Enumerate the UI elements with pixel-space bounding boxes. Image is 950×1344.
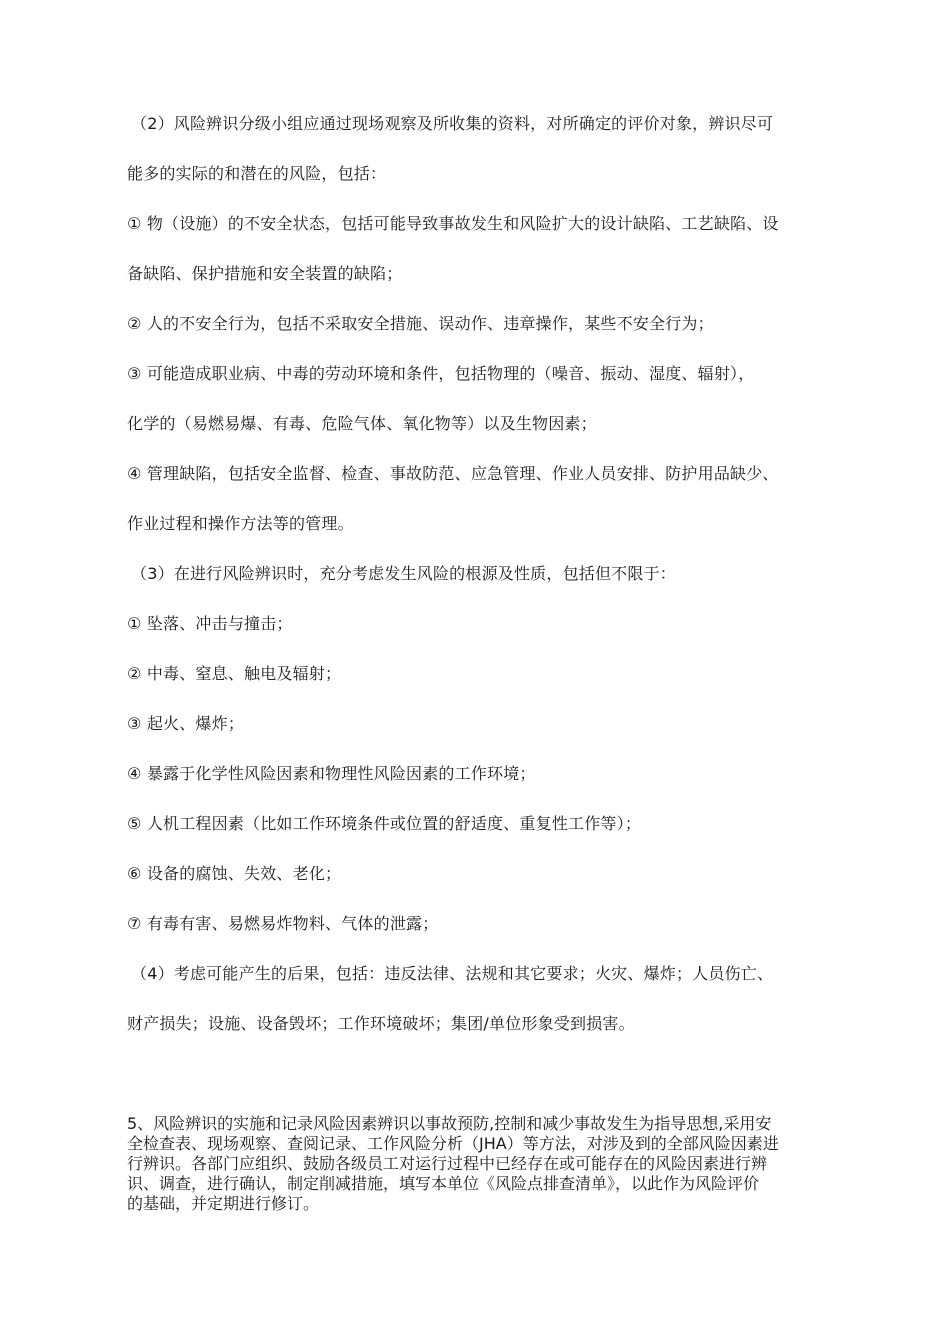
item-4-line-1: ④ 管理缺陷，包括安全监督、检查、事故防范、应急管理、作业人员安排、防护用品缺少、 [127, 464, 779, 483]
hazard-item-3: ③ 起火、爆炸； [127, 714, 245, 733]
paragraph-3-line: （3）在进行风险辨识时，充分考虑发生风险的根源及性质，包括但不限于： [131, 564, 676, 583]
paragraph-2-line-1: （2）风险辨识分级小组应通过现场观察及所收集的资料，对所确定的评价对象，辨识尽可 [131, 114, 774, 133]
paragraph-4-line-1: （4）考虑可能产生的后果，包括：违反法律、法规和其它要求；火灾、爆炸；人员伤亡、 [131, 964, 774, 983]
item-3-line-2: 化学的（易燃易爆、有毒、危险气体、氧化物等）以及生物因素； [127, 414, 597, 433]
section-5-paragraph [127, 1114, 827, 1214]
hazard-item-1: ① 坠落、冲击与撞击； [127, 614, 293, 633]
section-5-line-4: 识、调查，进行确认，制定削减措施，填写本单位《风险点排查清单》，以此作为风险评价 [127, 1174, 760, 1193]
section-5-line-1: 5、风险辨识的实施和记录风险因素辨识以事故预防,控制和减少事故发生为指导思想,采用安 [127, 1114, 772, 1133]
item-3-line-1: ③ 可能造成职业病、中毒的劳动环境和条件，包括物理的（噪音、振动、湿度、辐射）， [127, 364, 755, 383]
item-1-line-2: 备缺陷、保护措施和安全装置的缺陷； [127, 264, 403, 283]
hazard-item-5: ⑤ 人机工程因素（比如工作环境条件或位置的舒适度、重复性工作等）； [127, 814, 642, 833]
item-1-line-1: ① 物（设施）的不安全状态，包括可能导致事故发生和风险扩大的设计缺陷、工艺缺陷、设 [127, 214, 779, 233]
section-5-line-5: 的基础，并定期进行修订。 [127, 1194, 320, 1213]
hazard-item-2: ② 中毒、窒息、触电及辐射； [127, 664, 342, 683]
paragraph-2-line-2: 能多的实际的和潜在的风险，包括： [127, 164, 387, 183]
item-4-line-2: 作业过程和操作方法等的管理。 [127, 514, 354, 533]
paragraph-4-line-2: 财产损失；设施、设备毁坏；工作环境破坏；集团/单位形象受到损害。 [127, 1014, 635, 1033]
hazard-item-4: ④ 暴露于化学性风险因素和物理性风险因素的工作环境； [127, 764, 536, 783]
section-5-line-3: 行辨识。各部门应组织、鼓励各级员工对运行过程中已经存在或可能存在的风险因素进行辨 [127, 1154, 768, 1173]
hazard-item-6: ⑥ 设备的腐蚀、失效、老化； [127, 864, 342, 883]
hazard-item-7: ⑦ 有毒有害、易燃易炸物料、气体的泄露； [127, 914, 439, 933]
section-5-line-2: 全检查表、现场观察、查阅记录、工作风险分析（JHA）等方法，对涉及到的全部风险因素进 [127, 1134, 779, 1153]
item-2-line: ② 人的不安全行为，包括不采取安全措施、误动作、违章操作，某些不安全行为； [127, 314, 714, 333]
